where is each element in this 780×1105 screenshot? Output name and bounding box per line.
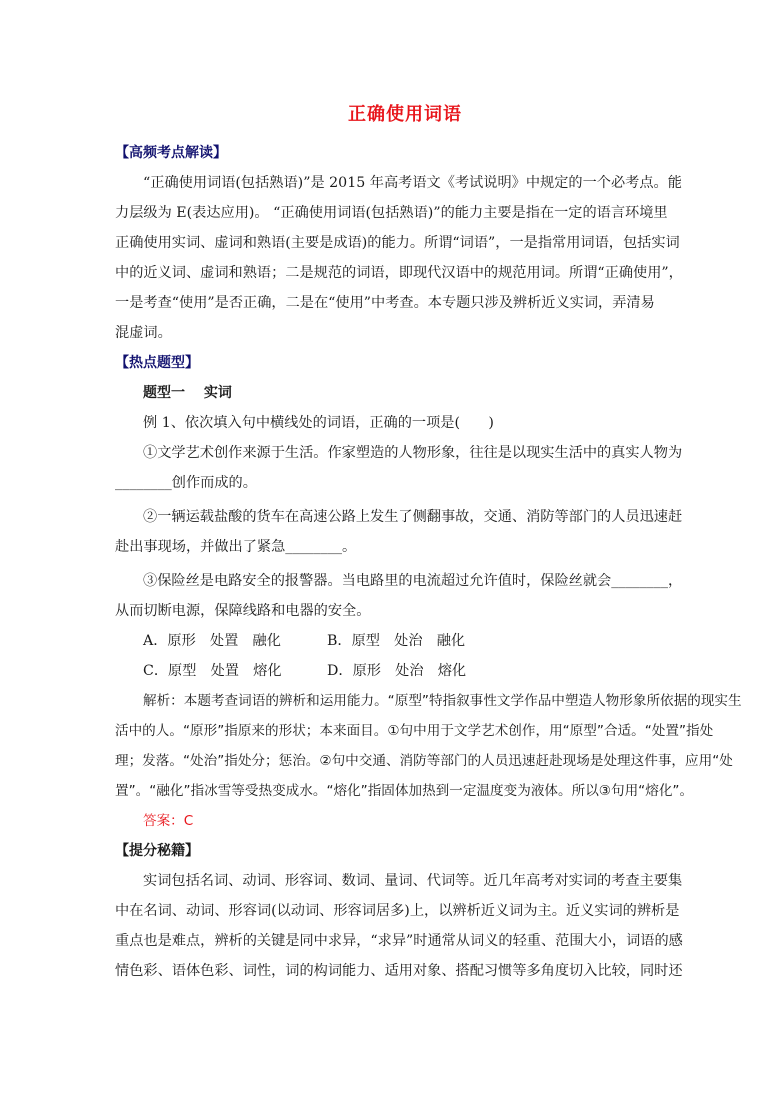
document-body: [115, 138, 742, 986]
sentence-item-2-cont: 赴出事现场，并做出了紧急________。: [115, 539, 357, 555]
analysis-line: 解析：本题考查词语的辨析和运用能力。“原型”特指叙事性文学作品中塑造人物形象所依据的现实生: [143, 693, 742, 709]
section-heading-interpretation: 【高频考点解读】: [115, 145, 227, 161]
paragraph-line: “正确使用词语(包括熟语)”是 2015 年高考语文《考试说明》中规定的一个必考点。能: [143, 175, 682, 191]
paragraph-line: 力层级为 E(表达应用)。 “正确使用词语(包括熟语)”的能力主要是指在一定的语言环境里: [115, 205, 668, 221]
analysis-line: 活中的人。“原形”指原来的形状；本来面目。①句中用于文学艺术创作，用“原型”合适。“处置”指处: [115, 723, 714, 739]
example-question: 例 1、依次填入句中横线处的词语，正确的一项是( ): [143, 415, 494, 431]
paragraph-line: 一是考查“使用”是否正确，二是在“使用”中考查。本专题只涉及辨析近义实词，弄清易: [115, 295, 655, 311]
option-a: A．原形 处置 融化: [143, 633, 281, 649]
paragraph-line: 情色彩、语体色彩、词性，词的构词能力、适用对象、搭配习惯等多角度切入比较，同时还: [115, 963, 683, 979]
page-title: 正确使用词语: [348, 104, 462, 125]
paragraph-line: 混虚词。: [115, 325, 172, 341]
sentence-item-3: ③保险丝是电路安全的报警器。当电路里的电流超过允许值时，保险丝就会________，: [143, 573, 683, 589]
analysis-line: 理；发落。“处治”指处分；惩治。②句中交通、消防等部门的人员迅速赶赴现场是处理这件事，应用“处: [115, 753, 733, 769]
paragraph-line: 实词包括名词、动词、形容词、数词、量词、代词等。近几年高考对实词的考查主要集: [143, 873, 683, 889]
options-row-1: [115, 626, 675, 656]
option-b: B．原型 处治 融化: [327, 633, 466, 649]
answer-text: 答案：C: [143, 813, 194, 829]
paragraph-line: 中在名词、动词、形容词(以动词、形容词居多)上，以辨析近义词为主。近义实词的辨析是: [115, 903, 680, 919]
paragraph-line: 中的近义词、虚词和熟语；二是规范的词语，即现代汉语中的规范用词。所谓“正确使用”，: [115, 265, 683, 281]
sentence-item-1-cont: ________创作而成的。: [115, 475, 257, 491]
paragraph-line: 重点也是难点，辨析的关键是同中求异，“求异”时通常从词义的轻重、范围大小，词语的感: [115, 933, 683, 949]
section-heading-hot-types: 【热点题型】: [115, 355, 199, 371]
sentence-item-2: ②一辆运载盐酸的货车在高速公路上发生了侧翻事故，交通、消防等部门的人员迅速赶: [143, 509, 683, 525]
paragraph-line: 正确使用实词、虚词和熟语(主要是成语)的能力。所谓“词语”，一是指常用词语，包括实词: [115, 235, 680, 251]
analysis-line: 置”。“融化”指冰雪等受热变成水。“熔化”指固体加热到一定温度变为液体。所以③句用“熔化”。: [115, 783, 694, 799]
option-c: C．原型 处置 熔化: [143, 663, 282, 679]
option-d: D．原形 处治 熔化: [327, 663, 467, 679]
section-heading-tips: 【提分秘籍】: [115, 843, 199, 859]
sentence-item-1: ①文学艺术创作来源于生活。作家塑造的人物形象，往往是以现实生活中的真实人物为: [143, 445, 683, 461]
question-type-heading: 题型一 实词: [143, 385, 232, 401]
options-row-2: [115, 656, 675, 686]
sentence-item-3-cont: 从而切断电源，保障线路和电器的安全。: [115, 603, 371, 619]
